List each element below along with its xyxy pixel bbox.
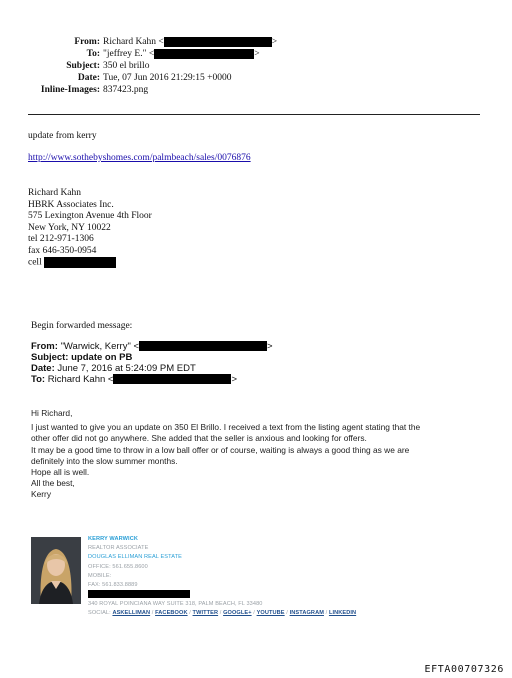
header-subject-label: Subject:	[66, 61, 100, 71]
header-images-value: 837423.png	[103, 85, 149, 95]
message-line: other offer did not go anywhere. She added that the seller is anxious and looking for offers.	[31, 433, 367, 444]
header-from-label: From:	[74, 37, 100, 47]
social-link-instagram[interactable]: INSTAGRAM	[289, 610, 324, 617]
fwd-subject-label: Subject:	[31, 352, 69, 363]
message-body	[31, 408, 491, 501]
header-date-value: Tue, 07 Jun 2016 21:29:15 +0000	[103, 73, 232, 83]
fwd-from-label: From:	[31, 341, 58, 352]
message-line: definitely into the slow summer months.	[31, 455, 178, 466]
sig-tel: tel 212-971-1306	[28, 234, 94, 244]
sig-address1: 575 Lexington Avenue 4th Floor	[28, 211, 152, 221]
fwd-date-row: Date: June 7, 2016 at 5:24:09 PM EDT	[31, 363, 196, 374]
agent-mobile: MOBILE:	[88, 572, 112, 579]
agent-social-row: SOCIAL: ASKELLIMAN / FACEBOOK / TWITTER / GOOGLE+ / YOUTUBE / INSTAGRAM / LINKEDIN	[88, 610, 357, 617]
header-date-label: Date:	[77, 73, 100, 83]
sig-cell-row	[28, 257, 152, 269]
message-line: Kerry	[31, 489, 52, 500]
message-line: It may be a good time to throw in a low ball offer or of course, waiting is always a good thing as we are	[31, 444, 410, 455]
sig-company: HBRK Associates Inc.	[28, 199, 114, 210]
header-to-value: "jeffrey E." < >	[103, 49, 260, 59]
agent-fax: FAX: 561.833.8889	[88, 582, 138, 589]
agent-address: 340 ROYAL POINCIANA WAY SUITE 318, PALM BEACH, FL 33480	[88, 600, 263, 607]
fwd-to-row: To: Richard Kahn < >	[31, 374, 238, 385]
social-link-twitter[interactable]: TWITTER	[192, 610, 219, 617]
agent-redacted-row	[88, 590, 356, 600]
fwd-from-row: From: "Warwick, Kerry" < >	[31, 341, 273, 352]
fwd-subject-row	[31, 352, 132, 363]
agent-photo	[31, 537, 81, 604]
agent-signature	[88, 535, 356, 618]
redaction-box	[88, 590, 190, 598]
redaction-box	[164, 37, 272, 47]
intro-text: update from kerry	[28, 131, 97, 141]
social-link-askelliman[interactable]: ASKELLIMAN	[112, 610, 151, 617]
social-label: SOCIAL:	[88, 610, 111, 617]
redaction-box	[139, 341, 267, 351]
sig-address2: New York, NY 10022	[28, 222, 111, 233]
fwd-subject-value: update on PB	[71, 352, 133, 363]
agent-portrait-image	[31, 537, 81, 604]
sig-name: Richard Kahn	[28, 188, 82, 198]
message-greeting: Hi Richard,	[31, 408, 73, 418]
listing-link[interactable]: http://www.sothebyshomes.com/palmbeach/sales/0076876	[28, 153, 251, 163]
redaction-box	[44, 257, 116, 268]
sig-cell-label: cell	[28, 257, 42, 268]
document-id: EFTA00707326	[424, 664, 504, 675]
social-link-linkedin[interactable]: LINKEDIN	[328, 610, 357, 617]
header-images-label: Inline-Images:	[40, 85, 100, 95]
social-link-googleplus[interactable]: GOOGLE+	[223, 610, 252, 617]
agent-office: OFFICE: 561.655.8600	[88, 563, 148, 570]
header-divider	[28, 114, 480, 115]
fwd-to-label: To:	[31, 374, 46, 385]
message-line: I just wanted to give you an update on 350 El Brillo. I received a text from the listing agent stating that the	[31, 422, 421, 433]
social-link-youtube[interactable]: YOUTUBE	[256, 610, 285, 617]
agent-name: KERRY WARWICK	[88, 536, 138, 542]
message-line: Hope all is well.	[31, 467, 90, 478]
agent-firm: DOUGLAS ELLIMAN REAL ESTATE	[88, 554, 182, 561]
social-link-facebook[interactable]: FACEBOOK	[155, 610, 188, 617]
message-line: All the best,	[31, 478, 75, 489]
agent-title: REALTOR ASSOCIATE	[88, 545, 149, 552]
redaction-box	[154, 49, 254, 59]
header-subject-value: 350 el brillo	[103, 61, 150, 71]
header-to-label: To:	[86, 49, 100, 59]
begin-forwarded: Begin forwarded message:	[31, 321, 133, 331]
sig-fax: fax 646-350-0954	[28, 245, 97, 256]
redaction-box	[113, 374, 231, 384]
fwd-date-label: Date:	[31, 363, 55, 374]
header-from-value: Richard Kahn < >	[103, 37, 278, 47]
sender-signature	[28, 188, 152, 269]
